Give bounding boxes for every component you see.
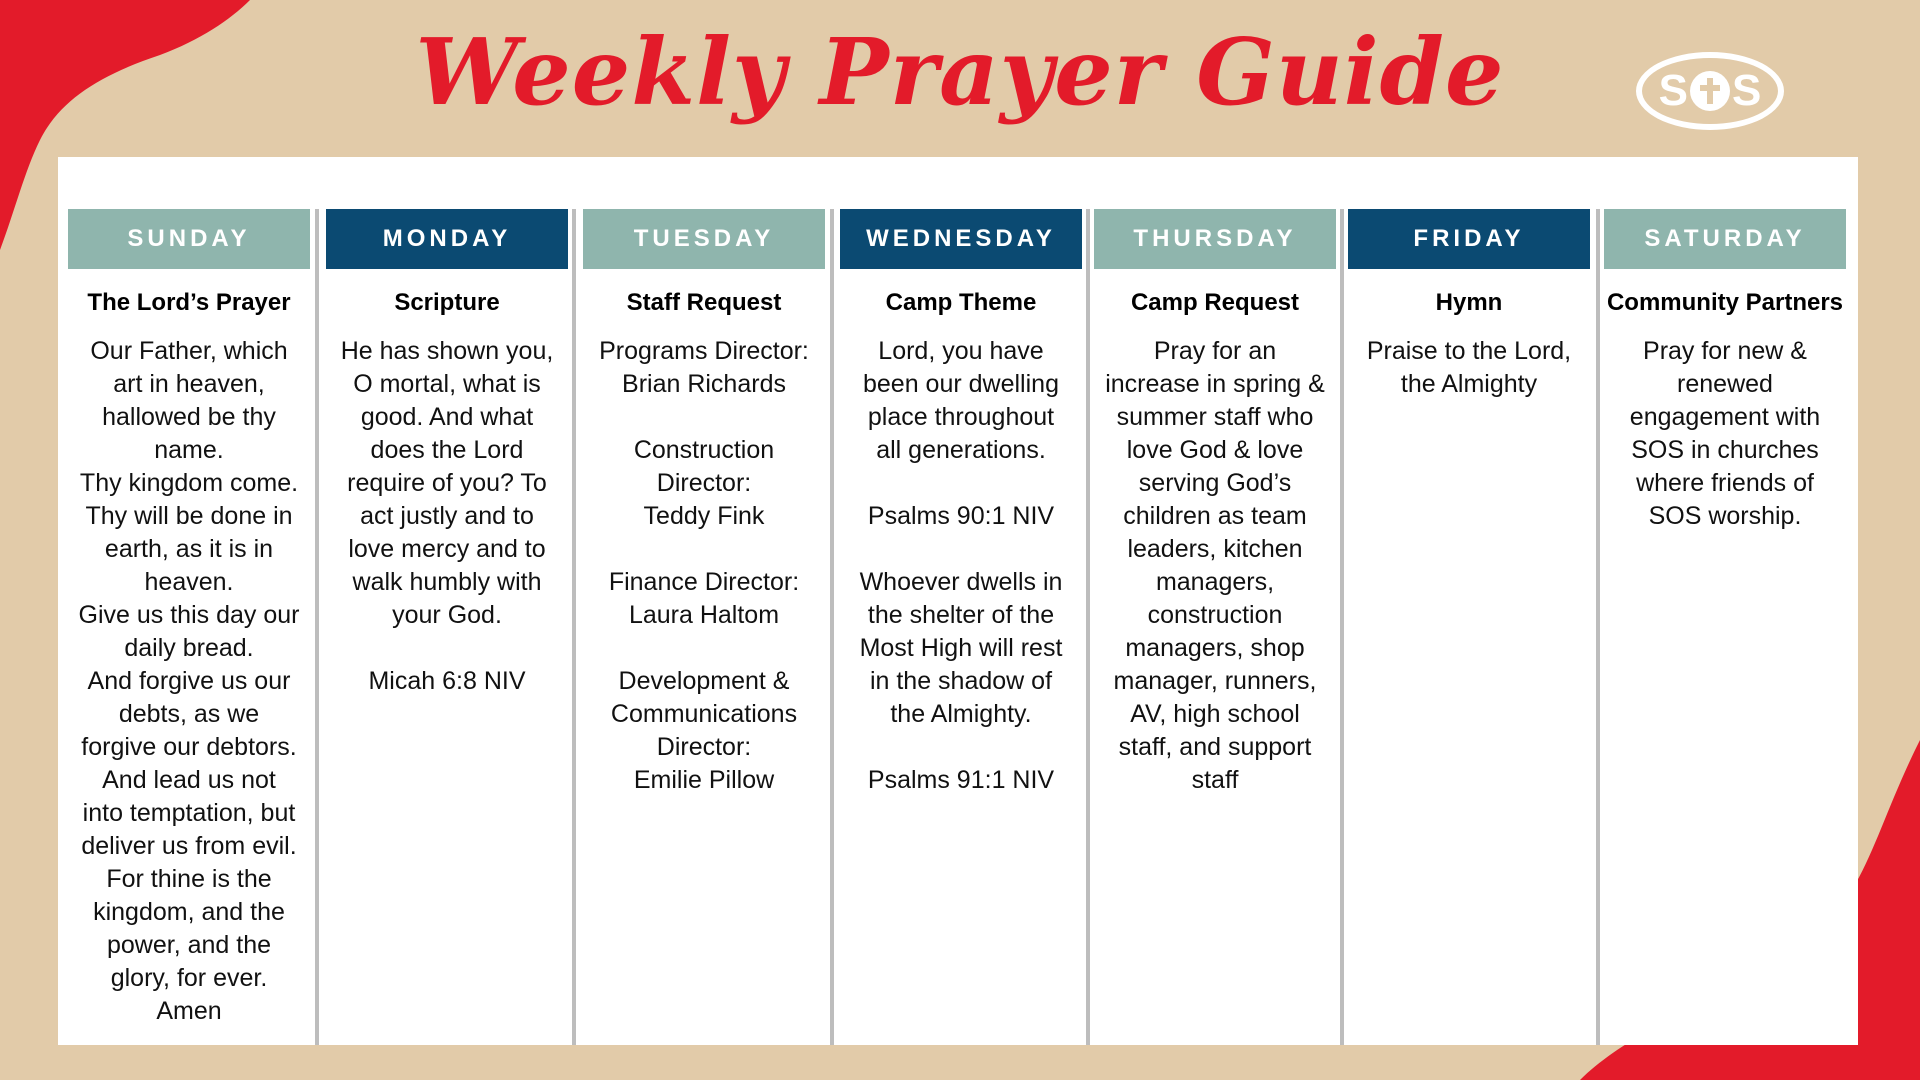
day-body-tuesday: Programs Director: Brian Richards Construction Director: Teddy Fink Finance Director: Laura Haltom Development & Communications Director: Emilie Pillow bbox=[599, 337, 809, 794]
day-column-thursday bbox=[1094, 209, 1336, 1045]
day-column-sunday bbox=[68, 209, 310, 1045]
column-divider bbox=[1596, 209, 1600, 1045]
day-header-sunday: SUNDAY bbox=[68, 209, 310, 269]
column-divider bbox=[315, 209, 319, 1045]
day-body-saturday: Pray for new & renewed engagement with SOS in churches where friends of SOS worship. bbox=[1629, 337, 1821, 530]
column-divider bbox=[1086, 209, 1090, 1045]
day-body-thursday: Pray for an increase in spring & summer staff who love God & love serving God’s children as team leaders, kitchen managers, construction managers, shop manager, runners, AV, high school staff, and support staff bbox=[1105, 337, 1325, 794]
cross-icon bbox=[1690, 71, 1730, 111]
day-column-friday bbox=[1348, 209, 1590, 1045]
day-heading-friday: Hymn bbox=[1435, 289, 1503, 316]
day-header-tuesday: TUESDAY bbox=[583, 209, 825, 269]
day-column-wednesday bbox=[840, 209, 1082, 1045]
prayer-guide-panel bbox=[58, 157, 1858, 1045]
day-column-tuesday bbox=[583, 209, 825, 1045]
day-header-friday: FRIDAY bbox=[1348, 209, 1590, 269]
day-body-sunday: Our Father, which art in heaven, hallowed be thy name. Thy kingdom come. Thy will be done in earth, as it is in heaven. Give us this day our daily bread. And forgive us our debts, as we forgive our debtors. And lead us not into temptation, but deliver us from evil. For thine is the kingdom, and the power, and the glory, for ever. Amen bbox=[78, 337, 300, 1025]
page-title: Weekly Prayer Guide bbox=[415, 18, 1505, 126]
day-column-monday bbox=[326, 209, 568, 1045]
day-header-saturday: SATURDAY bbox=[1604, 209, 1846, 269]
day-heading-wednesday: Camp Theme bbox=[885, 289, 1037, 316]
day-column-saturday bbox=[1604, 209, 1846, 1045]
day-heading-saturday: Community Partners bbox=[1606, 289, 1844, 316]
sos-logo: S S bbox=[1636, 52, 1784, 130]
column-divider bbox=[572, 209, 576, 1045]
column-divider bbox=[1340, 209, 1344, 1045]
day-header-wednesday: WEDNESDAY bbox=[840, 209, 1082, 269]
column-divider bbox=[830, 209, 834, 1045]
day-header-thursday: THURSDAY bbox=[1094, 209, 1336, 269]
day-heading-thursday: Camp Request bbox=[1130, 289, 1300, 316]
day-heading-sunday: The Lord’s Prayer bbox=[87, 289, 291, 316]
day-heading-tuesday: Staff Request bbox=[626, 289, 782, 316]
day-header-monday: MONDAY bbox=[326, 209, 568, 269]
day-body-wednesday: Lord, you have been our dwelling place throughout all generations. Psalms 90:1 NIV Whoever dwells in the shelter of the Most High will rest in the shadow of the Almighty. Psalms 91:1 NIV bbox=[859, 337, 1063, 794]
day-body-friday: Praise to the Lord, the Almighty bbox=[1366, 337, 1572, 398]
day-heading-monday: Scripture bbox=[394, 289, 500, 316]
day-body-monday: He has shown you, O mortal, what is good. And what does the Lord require of you? To act justly and to love mercy and to walk humbly with your God. Micah 6:8 NIV bbox=[340, 337, 554, 695]
